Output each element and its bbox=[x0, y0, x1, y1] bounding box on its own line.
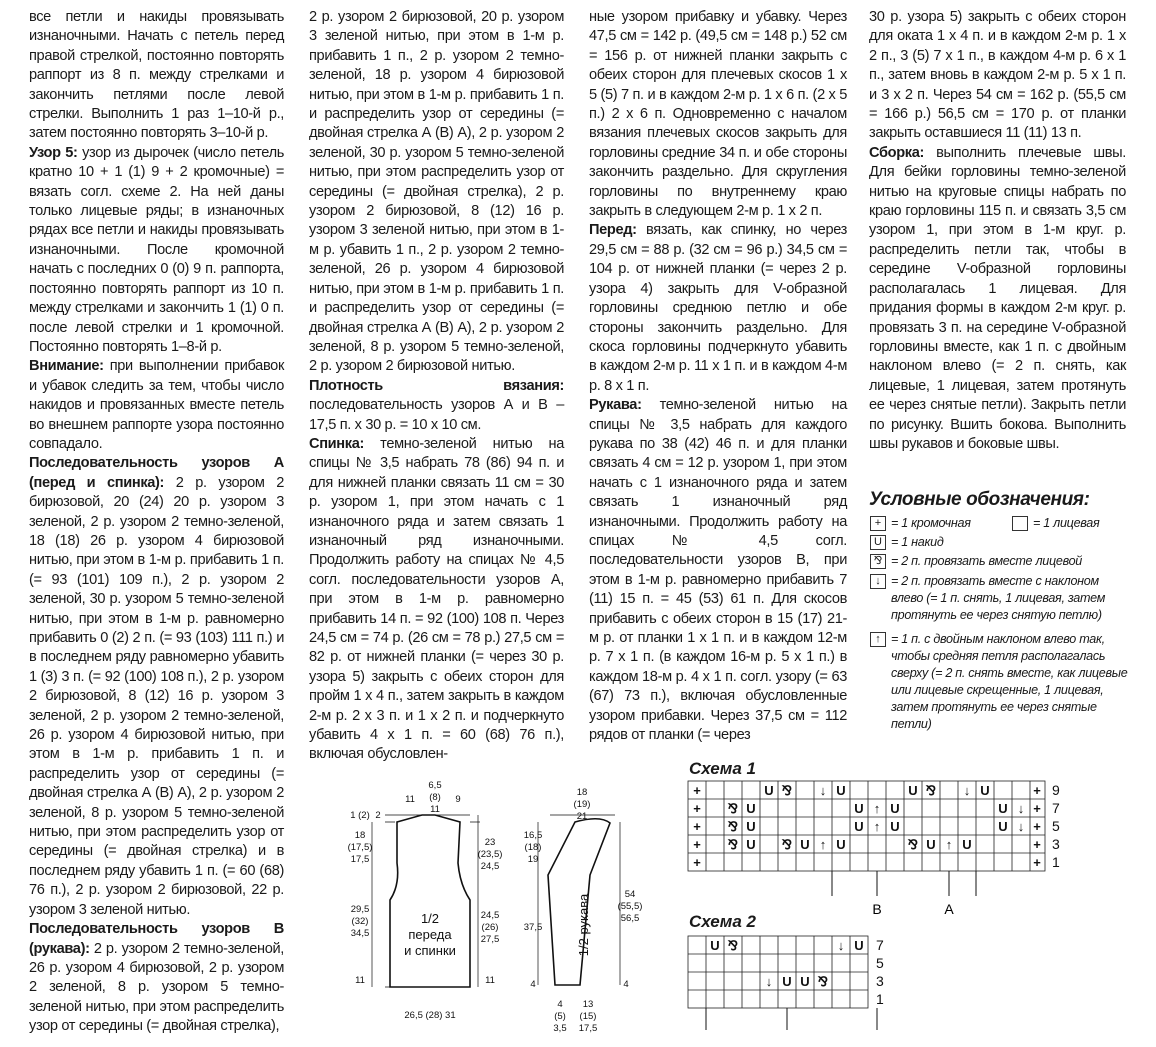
paragraph-text: последовательность узоров А и В – 17,5 п. х 30 р. = 10 х 10 см. bbox=[309, 397, 564, 433]
svg-text:↓: ↓ bbox=[765, 974, 773, 989]
svg-text:(55,5): (55,5) bbox=[617, 901, 643, 912]
svg-text:4: 4 bbox=[530, 979, 536, 990]
svg-text:11: 11 bbox=[355, 975, 365, 986]
schema-1-row-5: 5 bbox=[1052, 818, 1060, 834]
text-column-3 bbox=[589, 8, 847, 745]
marker-a: A bbox=[944, 901, 954, 915]
svg-text:⅋: ⅋ bbox=[727, 837, 739, 852]
schema-2-row-5: 5 bbox=[876, 955, 884, 971]
col1-paragraph bbox=[29, 920, 284, 1036]
paragraph-text: 30 р. узора 5) закрыть с обеих сторон для оката 1 х 4 п. и в каждом 2-м р. 1 х 2 п., 3 (5) 7 х 1 п., в каждом 4-м р. 6 х 1 п., затем вновь в каждом 2-м р. 5 х 1 п. и 3 х 2 п. Через 54 см = 162 р. (55,5 см = 166 р.) 56,5 см = 170 р. от планки закрыть оставшиеся 11 (11) 13 п. bbox=[869, 9, 1126, 142]
col2-paragraph bbox=[309, 435, 564, 765]
pattern-diagram bbox=[330, 775, 660, 1040]
paragraph-text: 2 р. узором 2 бирюзовой, 20 р. узором 3 зеленой нитью, при этом в 1-м р. прибавить 1 п., 2 р. узором 2 темно-зеленой, 18 р. узором 4 бирюзовой нитью, при этом в 1-м р. прибавить 1 п. и распределить узор от середины (= двойная стрелка А (В) А), 2 р. узором 2 зеленой, 30 р. узором 5 темно-зеленой нитью, при этом распределить узор от середины (= двойная стрелка), 2 р. узором 2 бирюзовой, 8 (12) 16 р. узором 3 зеленой нитью, при этом в 1-м р. убавить 1 п., 2 р. узором 2 темно-зеленой, 26 р. узором 4 бирюзовой нитью, при этом в 1-м р. прибавить 1 п. и распределить узор от середины (= двойная стрелка А (В) А), 2 р. узором 2 зеленой, 8 р. узором 5 темно-зеленой, 2 р. узором 2 бирюзовой нитью. bbox=[309, 9, 564, 375]
paragraph-heading: Последовательность узоров В (рукава): bbox=[29, 921, 284, 957]
svg-text:21: 21 bbox=[576, 811, 588, 822]
svg-text:13: 13 bbox=[582, 999, 594, 1010]
svg-text:24,5: 24,5 bbox=[480, 861, 500, 872]
svg-text:4: 4 bbox=[557, 999, 563, 1010]
paragraph-heading: Узор 5: bbox=[29, 144, 78, 161]
paragraph-heading: Рукава: bbox=[589, 397, 642, 414]
svg-text:(23,5): (23,5) bbox=[477, 849, 503, 860]
schema-1-title: Схема 1 bbox=[689, 759, 756, 778]
col4-paragraph bbox=[869, 8, 1126, 144]
legend-double-decrease: = 1 п. с двойным наклоном влево так, чтобы средняя петля располагалась сверху (= 2 п. снять вместе, как лицевые или лицевые скрещенные, 1 лицевая, затем протянуть ее через снятые петли) bbox=[891, 632, 1128, 731]
svg-text:37,5: 37,5 bbox=[523, 922, 543, 933]
svg-text:U: U bbox=[800, 974, 810, 989]
svg-text:⅋: ⅋ bbox=[781, 837, 793, 852]
paragraph-text: узор из дырочек (число петель кратно 10 + 1 (1) 9 + 2 кромочные) = вязать согл. схеме 2. На ней даны только лицевые ряды; в изнаночных рядах все петли и накиды провязывать изнаночными. После кромочной начать с последних 0 (0) 9 п. раппорта, постоянно повторять раппорт из 10 п. между стрелками и закончить 1 (1) 0 п. после левой стрелки и 1 кромочной. Постоянно повторять 1–8-й р. bbox=[29, 144, 284, 355]
svg-text:18: 18 bbox=[354, 830, 366, 841]
svg-text:+: + bbox=[1033, 783, 1041, 798]
svg-text:↓: ↓ bbox=[1017, 819, 1025, 834]
paragraph-text: выполнить плечевые швы. Для бейки горловины темно-зеленой нитью на круговые спицы набрать по краю горловины 115 п. и связать 3,5 см узором 1, при этом в 1-м круг. р. распределить петли так, чтобы в середине V-образной горловины располагалась 1 лицевая. Для придания формы в каждом 2-м круг. р. провязать 3 п. на середине V-образной горловины вместе, как 1 п. с двойным наклоном влево (= 2 п. снять, как лицевые, 1 лицевая, затем протянуть ее через снятые петли). Закрыть петли по рисунку. Вшить бокова. Выполнить швы рукавов и боковые швы. bbox=[869, 144, 1126, 452]
col3-paragraph bbox=[589, 221, 847, 396]
svg-text:↓: ↓ bbox=[1017, 801, 1025, 816]
svg-text:U: U bbox=[998, 819, 1008, 834]
svg-text:19: 19 bbox=[527, 854, 539, 865]
yarn-over-symbol: U bbox=[870, 535, 886, 550]
paragraph-text: вязать, как спинку, но через 29,5 см = 88 р. (32 см = 96 р.) 34,5 см = 104 р. от нижней планки (= через 2 р. узора 4) закрыть для V-образной горловины среднюю петлю и обе стороны закончить раздельно. Для скоса горловины подчеркнуто убавить в каждом 2-м р. 11 х 1 п. и в каждом 4-м р. 8 х 1 п. bbox=[589, 222, 847, 394]
schema-2-row-3: 3 bbox=[876, 973, 884, 989]
col2-paragraph bbox=[309, 8, 564, 377]
svg-text:+: + bbox=[1033, 819, 1041, 834]
svg-text:⅋: ⅋ bbox=[817, 974, 829, 989]
body-shape bbox=[390, 815, 470, 987]
svg-text:⅋: ⅋ bbox=[907, 837, 919, 852]
schema-1-chart bbox=[680, 775, 1100, 915]
col1-paragraph bbox=[29, 144, 284, 357]
svg-text:U: U bbox=[908, 783, 918, 798]
svg-text:(17,5): (17,5) bbox=[347, 842, 373, 853]
svg-text:+: + bbox=[1033, 855, 1041, 870]
svg-text:↑: ↑ bbox=[819, 837, 827, 852]
svg-text:26,5 (28) 31: 26,5 (28) 31 bbox=[404, 1010, 456, 1021]
paragraph-text: темно-зеленой нитью на спицы № 3,5 набрать 78 (86) 94 п. и для нижней планки связать 11 см = 30 р. узором 1, при этом начать с 1 изнаночного ряда и затем связать 1 изнаночный ряд изнаночными. Продолжить работу на спицах № 4,5 согл. последовательности узоров А, при этом в 1-м р. равномерно прибавить 14 п. = 92 (100) 108 п. Через 24,5 см = 74 р. (26 см = 78 р.) 27,5 см = 82 р. от нижней планки (= через 30 р. узора 5) закрыть с обеих сторон для пройм 1 х 4 п., затем закрыть в каждом 2-м р. 2 х 3 п. и 1 х 2 п. и подчеркнуто убавить 4 х 1 п. = 60 (68) 76 п.), включая обусловлен- bbox=[309, 435, 564, 763]
paragraph-heading: Перед: bbox=[589, 222, 637, 239]
svg-text:U: U bbox=[854, 819, 864, 834]
paragraph-text: темно-зеленой нитью на спицы № 3,5 набрать для каждого рукава по 38 (42) 46 п. и для планки связать 4 см = 12 р. узором 1, при этом начать с 1 изнаночного ряда и затем связать 1 изнаночный ряд изнаночными. Продолжить работу на спицах № 4,5 согл. последовательности узоров В, при этом в 1-м р. равномерно прибавить 7 (11) 15 п. = 45 (53) 61 п. Для скосов прибавить с обеих сторон в 15 (17) 21-м р. от планки 1 х 1 п. и в каждом 12-м р. 7 х 1 п. (в каждом 16-м р. 5 х 1 п.) в каждом 18-м р. 4 х 1 п. согл. узору (= 63 (67) 73 п.), включая обусловленные узором прибавки. Через 37,5 см = 112 рядов от планки (= через bbox=[589, 397, 847, 744]
svg-text:6,5: 6,5 bbox=[428, 780, 442, 791]
marker-b: B bbox=[872, 901, 882, 915]
svg-text:+: + bbox=[693, 801, 701, 816]
paragraph-heading: Внимание: bbox=[29, 358, 104, 375]
svg-text:+: + bbox=[693, 783, 701, 798]
svg-text:9: 9 bbox=[455, 794, 461, 805]
schema-1-row-7: 7 bbox=[1052, 800, 1060, 816]
svg-text:3,5: 3,5 bbox=[553, 1023, 567, 1034]
col1-paragraph bbox=[29, 357, 284, 454]
svg-text:U: U bbox=[836, 837, 846, 852]
schema-2-title: Схема 2 bbox=[689, 912, 756, 931]
paragraph-heading: Плотность вязания: bbox=[309, 377, 564, 394]
svg-text:2: 2 bbox=[375, 810, 381, 821]
svg-text:23: 23 bbox=[484, 837, 496, 848]
paragraph-heading: Спинка: bbox=[309, 435, 364, 452]
svg-text:(19): (19) bbox=[573, 799, 591, 810]
svg-text:(32): (32) bbox=[351, 916, 369, 927]
svg-text:(15): (15) bbox=[579, 1011, 597, 1022]
svg-text:U: U bbox=[890, 801, 900, 816]
legend-k2tog: = 2 п. провязать вместе лицевой bbox=[891, 554, 1082, 568]
knit-stitch-symbol bbox=[1012, 516, 1028, 531]
svg-text:↓: ↓ bbox=[819, 783, 827, 798]
svg-text:16,5: 16,5 bbox=[523, 830, 543, 841]
svg-text:U: U bbox=[746, 819, 756, 834]
svg-text:⅋: ⅋ bbox=[727, 801, 739, 816]
svg-text:U: U bbox=[890, 819, 900, 834]
svg-text:↓: ↓ bbox=[837, 938, 845, 953]
paragraph-text: при выполнении прибавок и убавок следить за тем, чтобы число накидов и провязанных вместе петель во внешнем раппорте узора постоянно совпадало. bbox=[29, 358, 284, 452]
col1-paragraph bbox=[29, 8, 284, 144]
svg-text:U: U bbox=[836, 783, 846, 798]
schema-1-row-3: 3 bbox=[1052, 836, 1060, 852]
svg-text:34,5: 34,5 bbox=[350, 928, 370, 939]
svg-text:U: U bbox=[800, 837, 810, 852]
double-decrease-symbol: ↑ bbox=[870, 632, 886, 647]
svg-text:⅋: ⅋ bbox=[727, 819, 739, 834]
svg-text:11: 11 bbox=[430, 804, 440, 815]
svg-text:⅋: ⅋ bbox=[781, 783, 793, 798]
svg-text:4: 4 bbox=[623, 979, 629, 990]
svg-text:↑: ↑ bbox=[873, 801, 881, 816]
col2-paragraph bbox=[309, 377, 564, 435]
sleeve-label: 1/2 рукава bbox=[576, 893, 591, 957]
svg-text:U: U bbox=[764, 783, 774, 798]
svg-text:U: U bbox=[782, 974, 792, 989]
k2tog-symbol: ⅋ bbox=[870, 554, 886, 569]
svg-text:+: + bbox=[693, 855, 701, 870]
svg-text:17,5: 17,5 bbox=[350, 854, 370, 865]
svg-text:56,5: 56,5 bbox=[620, 913, 640, 924]
svg-text:(18): (18) bbox=[524, 842, 542, 853]
svg-text:(5): (5) bbox=[554, 1011, 566, 1022]
svg-text:переда: переда bbox=[408, 927, 452, 942]
svg-text:(8): (8) bbox=[429, 792, 441, 803]
paragraph-heading: Последовательность узоров А (перед и спинка): bbox=[29, 455, 284, 491]
svg-text:U: U bbox=[746, 801, 756, 816]
svg-text:↓: ↓ bbox=[963, 783, 971, 798]
col1-paragraph bbox=[29, 454, 284, 920]
svg-text:18: 18 bbox=[576, 787, 588, 798]
svg-text:U: U bbox=[746, 837, 756, 852]
legend-yarn-over: = 1 накид bbox=[891, 535, 944, 549]
svg-text:⅋: ⅋ bbox=[727, 938, 739, 953]
svg-text:24,5: 24,5 bbox=[480, 910, 500, 921]
legend-knit-stitch: = 1 лицевая bbox=[1033, 516, 1100, 530]
svg-text:↑: ↑ bbox=[873, 819, 881, 834]
paragraph-text: ные узором прибавку и убавку. Через 47,5 см = 142 р. (49,5 см = 148 р.) 52 см = 156 р. от нижней планки закрыть с обеих сторон для плечевых скосов 1 х 5 (5) 7 п. и в каждом 2-м р. 1 х 6 п. (2 х 5 п.) 2 х 6 п. Одновременно с началом вязания плечевых скосов закрыть для горловины средние 34 п. и обе стороны закончить раздельно. Для скругления горловины по внутреннему краю закрыть в следующем 2-м р. 1 х 2 п. bbox=[589, 9, 847, 220]
front-back-label bbox=[404, 911, 456, 958]
svg-text:+: + bbox=[693, 819, 701, 834]
svg-text:U: U bbox=[854, 801, 864, 816]
svg-text:U: U bbox=[962, 837, 972, 852]
schema-1-row-9: 9 bbox=[1052, 782, 1060, 798]
svg-text:U: U bbox=[854, 938, 864, 953]
edge-stitch-symbol: + bbox=[870, 516, 886, 531]
paragraph-heading: Сборка: bbox=[869, 144, 925, 161]
svg-text:↑: ↑ bbox=[945, 837, 953, 852]
svg-text:+: + bbox=[693, 837, 701, 852]
text-column-4 bbox=[869, 8, 1126, 454]
svg-text:+: + bbox=[1033, 801, 1041, 816]
legend-edge-stitch: = 1 кромочная bbox=[891, 516, 971, 530]
text-column-1 bbox=[29, 8, 284, 1037]
svg-text:+: + bbox=[1033, 837, 1041, 852]
ssk-symbol: ↓ bbox=[870, 574, 886, 589]
svg-text:11: 11 bbox=[405, 794, 415, 805]
col3-paragraph bbox=[589, 8, 847, 221]
svg-text:17,5: 17,5 bbox=[578, 1023, 598, 1034]
svg-text:1 (2): 1 (2) bbox=[350, 810, 370, 821]
svg-text:U: U bbox=[926, 837, 936, 852]
svg-text:(26): (26) bbox=[481, 922, 499, 933]
svg-text:⅋: ⅋ bbox=[925, 783, 937, 798]
schema-2-row-7: 7 bbox=[876, 937, 884, 953]
paragraph-text: 2 р. узором 2 темно-зеленой, 26 р. узором 4 бирюзовой, 2 р. узором 2 зеленой, 8 р. узором 5 темно-зеленой нитью, при этом распределить узор от середины (= двойная стрелка), bbox=[29, 940, 284, 1035]
svg-text:U: U bbox=[710, 938, 720, 953]
schema-2-row-1: 1 bbox=[876, 991, 884, 1007]
schema-1-row-1: 1 bbox=[1052, 854, 1060, 870]
paragraph-text: все петли и накиды провязывать изнаночными. Начать с петель перед правой стрелкой, постоянно повторять раппорт из 8 п. между стрелками и закончить петлями после левой стрелки. Выполнить 1 раз 1–10-й р., затем постоянно повторять 3–10-й р. bbox=[29, 9, 284, 142]
svg-text:29,5: 29,5 bbox=[350, 904, 370, 915]
legend-title: Условные обозначения: bbox=[869, 489, 1090, 510]
text-column-2 bbox=[309, 8, 564, 765]
svg-text:27,5: 27,5 bbox=[480, 934, 500, 945]
col3-paragraph bbox=[589, 396, 847, 745]
svg-text:1/2: 1/2 bbox=[420, 911, 440, 926]
svg-text:и спинки: и спинки bbox=[404, 943, 456, 958]
svg-text:11: 11 bbox=[485, 975, 495, 986]
svg-text:U: U bbox=[998, 801, 1008, 816]
legend-ssk: = 2 п. провязать вместе с наклоном влево (= 1 п. снять, 1 лицевая, затем протянуть ее через снятую петлю) bbox=[891, 574, 1106, 622]
svg-text:54: 54 bbox=[624, 889, 636, 900]
schema-2-chart bbox=[680, 930, 930, 1047]
col4-paragraph bbox=[869, 144, 1126, 455]
paragraph-text: 2 р. узором 2 бирюзовой, 20 (24) 20 р. узором 3 зеленой, 2 р. узором 2 темно-зеленой, 18 (18) 26 р. узором 4 бирюзовой нитью, при этом в 1-м р. прибавить 1 п. (= 93 (101) 109 п.), 2 р. узором 2 зеленой, 30 р. узором 5 темно-зеленой нитью, при этом в 1-м р. равномерно прибавить 0 (2) 2 п. (= 93 (103) 111 п.) и в последнем ряду равномерно убавить 1 (3) 3 п. (= 92 (100) 108 п.), 2 р. узором 2 бирюзовой, 8 (12) 16 р. узором 3 зеленой, 2 р. узором 2 темно-зеленой, 26 р. узором 4 бирюзовой нитью, при этом в 1-м р. прибавить 1 п. и распределить узор от середины (= двойная стрелка А (В) А), 2 р. узором 2 зеленой, 8 р. узором 5 темно-зеленой нитью, при этом распределить узор от середины (= двойная стрелка) и в последнем ряду убавить 1 п. (= 60 (68) 76 п.), 2 р. узором 2 бирюзовой, 22 р. узором 3 зеленой нитью. bbox=[29, 474, 284, 918]
svg-text:U: U bbox=[980, 783, 990, 798]
